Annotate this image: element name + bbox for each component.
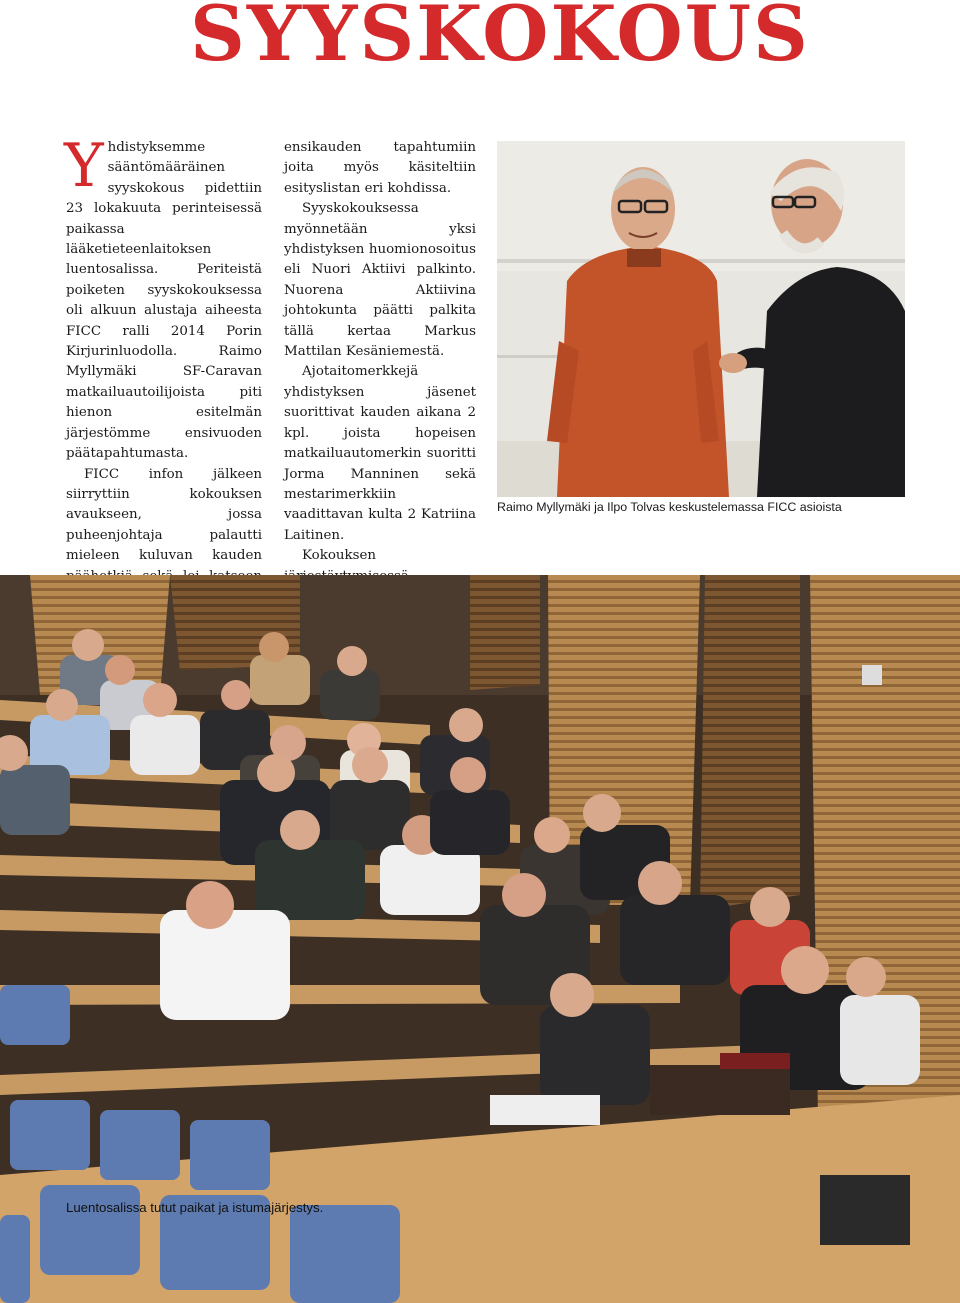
text-column-1 [64, 131, 262, 607]
paragraph: Ajotaitomerkkejä yhdistyksen jäsenet suorittivat kauden aikana 2 kpl. joista hopeisen matkailuautomerkin suoritti Jorma Manninen sekä mestarimerkkiin vaadittavan kulta 2 Katriina Laitinen. [284, 364, 476, 543]
photo-lecture-hall [0, 575, 960, 1303]
photo-two-men-image [497, 141, 905, 497]
paragraph-text: hdistyksemme sääntömääräinen syyskokous pidettiin 23 lokakuuta perinteisessä paikassa lääketieteenlaitoksen luentosalissa. Periteistä poiketen syyskokouksessa oli alkuun alustaja aiheesta FICC ralli 2014 Porin Kirjurinluodolla. Raimo Myllymäki SF-Caravan matkailuautoilijoista piti hienon esitelmän järjestömme ensivuoden päätapahtumasta. [66, 140, 262, 462]
photo-caption-top: Raimo Myllymäki ja Ilpo Tolvas keskustelemassa FICC asioista [497, 500, 842, 514]
photo-lecture-hall-image [0, 575, 960, 1303]
photo-two-men [497, 141, 905, 497]
photo-caption-bottom: Luentosalissa tutut paikat ja istumajärjestys. [66, 1200, 324, 1215]
paragraph: Syyskokouksessa myönnetään yksi yhdistyksen huomionosoitus eli Nuori Aktiivi palkinto. Nuorena Aktiivina johtokunta päätti palkita tällä kertaa Markus Mattilan Kesäniemestä. [284, 201, 476, 360]
drop-cap: Y [64, 131, 104, 201]
paragraph: Kokouksen [302, 548, 377, 564]
paragraph: FICC infon jälkeen siirryttiin kokouksen avaukseen, jossa puheenjohtaja palautti mieleen kuluvan kauden [66, 466, 262, 564]
paragraph: ensikauden tapahtumiin joita myös käsiteltiin esityslistan eri kohdissa. [284, 140, 476, 196]
article-title: SYYSKOKOUS [190, 0, 810, 78]
paragraph [64, 131, 262, 465]
text-column-2 [284, 138, 476, 607]
